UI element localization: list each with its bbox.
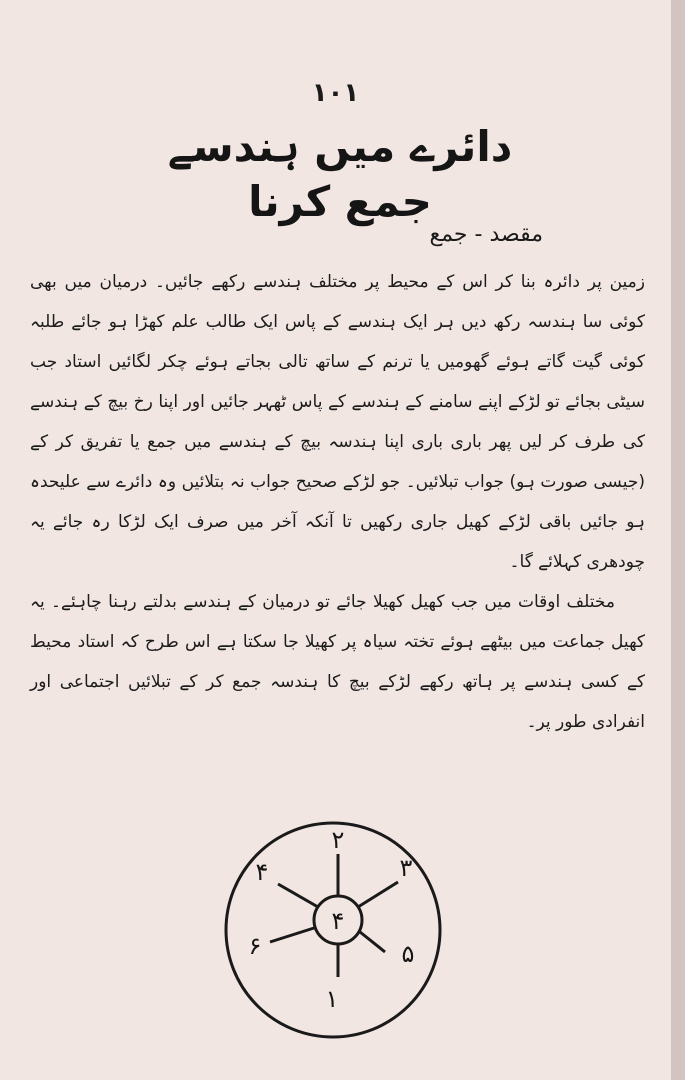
objective-label: مقصد - جمع — [429, 222, 543, 247]
spoke-upper-right — [358, 882, 398, 907]
number-circle-diagram — [210, 812, 460, 1062]
page-title: دائرے میں ہندسے جمع کرنا — [167, 122, 513, 226]
paragraph-1: زمین پر دائرہ بنا کر اس کے محیط پر مختلف ہندسے رکھے جائیں۔ درمیان میں بھی کوئی سا ہندسہ رکھ دیں ہر ایک ہندسے کے پاس ایک طالب علم کھڑا ہو جائے طلبہ کوئی گیت گاتے ہوئے گھومیں یا ترنم کے ساتھ تالی بجاتے ہوئے چکر لگائیں استاد جب سیٹی بجائے تو لڑکے اپنے سامنے کے ہندسے کے پاس ٹھہر جائیں اور اپنا رخ بیچ کے ہندسے کی طرف کر لیں پھر باری باری اپنا ہندسہ بیچ کے ہندسے میں جمع یا تفریق کر کے (جیسی صورت ہو) جواب تبلائیں۔ جو لڑکے صحیح جواب نہ بتلائیں وہ دائرے سے علیحدہ ہو جائیں باقی لڑکے کھیل جاری رکھیں تا آنکہ آخر میں صرف ایک لڑکا رہ جائے یہ چودھری کہلائے گا۔ — [30, 272, 645, 572]
number-upper-right: ۳ — [399, 854, 413, 882]
center-number: ۴ — [331, 907, 345, 935]
number-upper-left: ۴ — [255, 858, 269, 886]
number-lower-right: ۵ — [401, 940, 415, 968]
spoke-lower-right — [360, 932, 385, 952]
number-top: ۲ — [331, 826, 345, 854]
body-text — [30, 262, 645, 742]
number-bottom: ۱ — [325, 985, 339, 1013]
paragraph-2: مختلف اوقات میں جب کھیل کھیلا جائے تو درمیان کے ہندسے بدلتے رہنا چاہئے۔ یہ کھیل جماعت میں بیٹھے ہوئے تختہ سیاہ پر کھیلا جا سکتا ہے اس طرح کہ استاد محیط کے کسی ہندسے پر ہاتھ رکھے لڑکے بیچ کا ہندسہ جمع کر کے تبلائیں اجتماعی اور انفرادی طور پر۔ — [30, 592, 645, 732]
number-lower-left: ۶ — [248, 932, 262, 960]
page-number: ۱۰۱ — [311, 78, 360, 108]
spoke-upper-left — [278, 884, 318, 907]
spoke-lower-left — [270, 928, 314, 942]
